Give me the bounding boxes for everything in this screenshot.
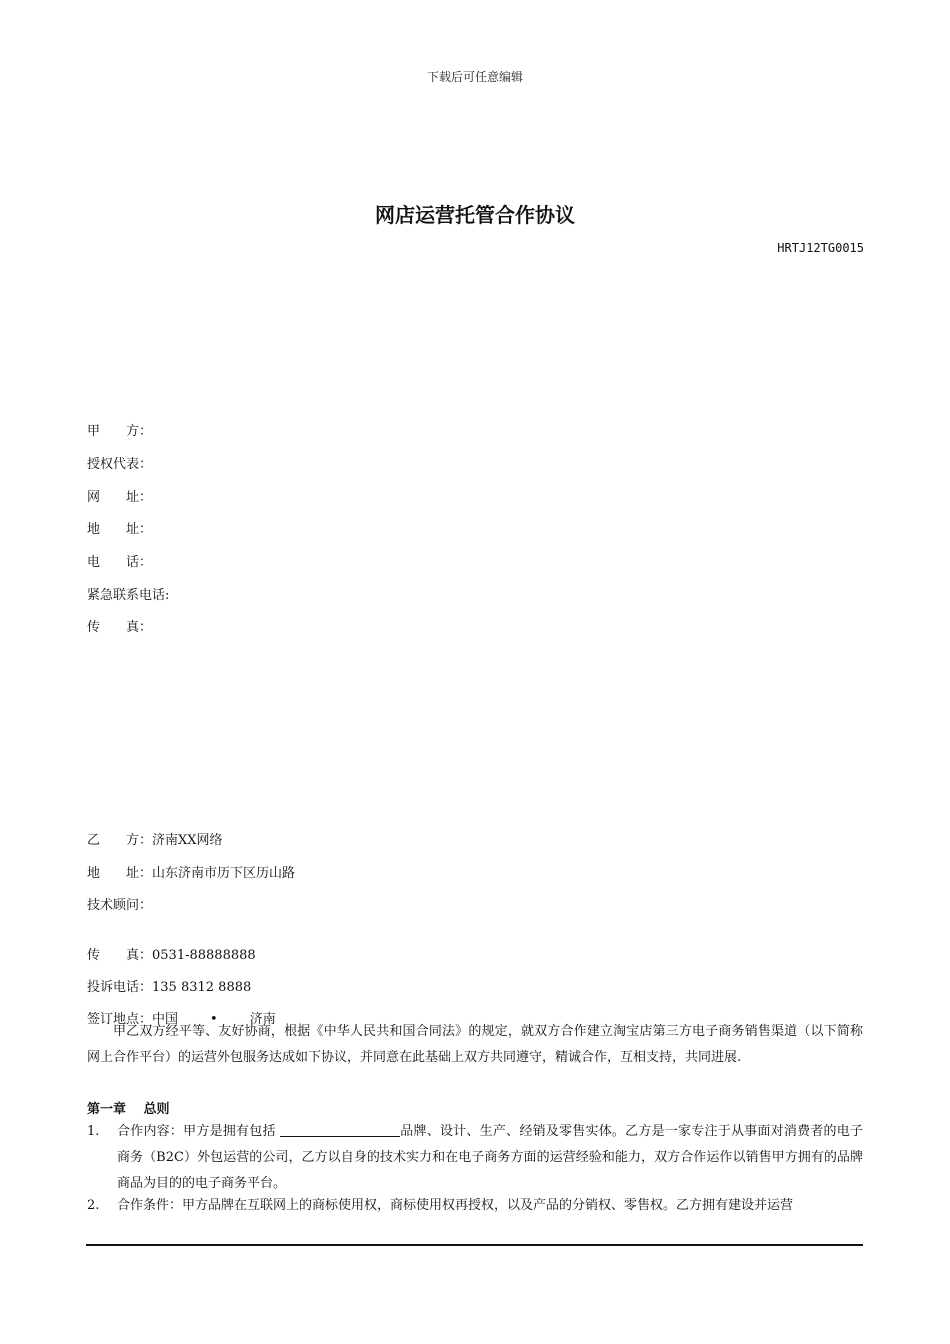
party-b-fax-label: 传 真： [87, 948, 153, 963]
party-a-phone-label: 电 话： [87, 555, 153, 570]
party-a-rep-label: 授权代表： [87, 457, 153, 472]
sign-place-country: 中国 [152, 1012, 179, 1027]
clause-body-2: 合作条件：甲方品牌在互联网上的商标使用权，商标使用权再授权，以及产品的分销权、零售权。乙方拥有建设并运营 [117, 1198, 794, 1213]
sign-place-label: 签订地点： [87, 1012, 153, 1027]
chapter-heading: 第一章 总则 [87, 1102, 170, 1117]
clause-1-text-after: 品牌、设计、生产、经销及零售实体。乙方是一家专注于从事面对消费者的电子商务（B2C）外包运营的公司，乙方以自身的技术实力和在电子商务方面的运营经验和能力，双方合作运作以销售甲方拥有的品牌商品为目的的电子商务平台。 [117, 1124, 863, 1191]
party-b-address-row [87, 862, 295, 881]
clause-body-1 [117, 1119, 863, 1197]
intro-paragraph: 甲乙双方经平等、友好协商，根据《中华人民共和国合同法》的规定，就双方合作建立淘宝店第三方电子商务销售渠道（以下简称网上合作平台）的运营外包服务达成如下协议，并同意在此基础上双方共同遵守，精诚合作，互相支持，共同进展. [87, 1024, 863, 1065]
party-b-row [87, 829, 223, 848]
header-note: 下载后可任意编辑 [426, 70, 523, 84]
party-b-complaint-label: 投诉电话： [87, 980, 153, 995]
clause-item-1 [87, 1119, 863, 1197]
sign-place-city: 济南 [249, 1012, 276, 1027]
party-b-tech-label: 技术顾问： [87, 898, 153, 913]
party-b-value: 济南XX网络 [152, 833, 223, 848]
party-a-website-label: 网 址： [87, 490, 153, 505]
clause-item-2 [87, 1193, 863, 1219]
party-b-address-label: 地 址： [87, 866, 153, 881]
clause-number-2: 2. [87, 1198, 100, 1213]
document-code: HRTJ12TG0015 [777, 241, 864, 255]
party-a-fax-label: 传 真： [87, 620, 153, 635]
clause-number-1: 1. [87, 1124, 100, 1139]
party-b-address-value: 山东济南市历下区历山路 [152, 866, 296, 881]
brand-blank-line [280, 1122, 400, 1137]
clause-1-text-before: 合作内容：甲方是拥有包括 [117, 1124, 281, 1139]
party-b-fax-value: 0531-88888888 [152, 948, 256, 963]
party-b-label: 乙 方： [87, 833, 153, 848]
sign-place-dot: • [210, 1012, 218, 1027]
party-a-label: 甲 方： [87, 424, 153, 439]
party-b-complaint-row [87, 976, 251, 995]
footer-rule [86, 1244, 863, 1246]
party-a-emergency-label: 紧急联系电话: [87, 588, 170, 603]
document-title: 网店运营托管合作协议 [375, 203, 575, 227]
party-a-address-label: 地 址： [87, 522, 153, 537]
party-b-complaint-value: 135 8312 8888 [152, 980, 252, 995]
party-b-fax-row [87, 944, 256, 963]
